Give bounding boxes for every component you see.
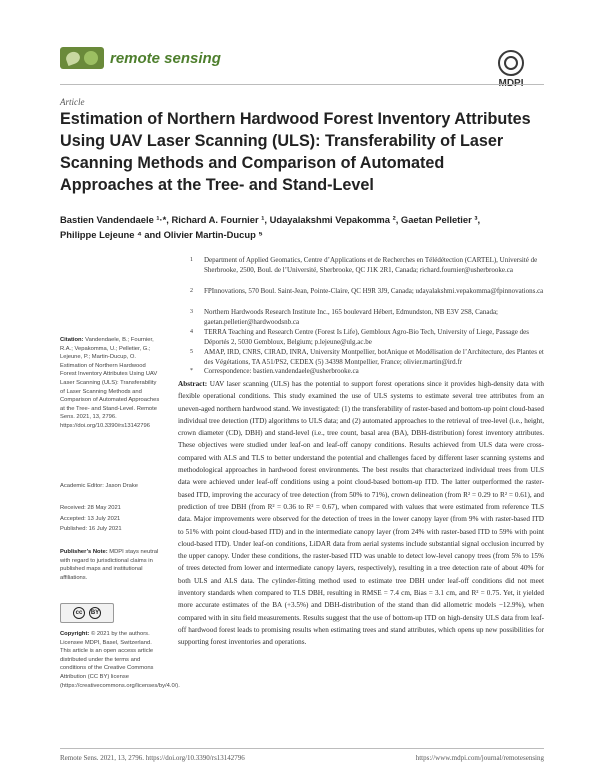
publisher-note: [60, 548, 162, 582]
cc-icon: cc: [73, 607, 85, 619]
cc-license-badge[interactable]: [60, 603, 114, 623]
citation-text[interactable]: Vandendaele, B.; Fournier, R.A.; Vepakomma, U.; Pelletier, G.; Lejeune, P.; Martin-Ducup, O. Estimation of Northern Hardwood Forest Inventory Attributes Using UAV Laser Scanning (ULS): Transferability of Laser Scanning Methods and Comparison of Automated Approaches at the Tree- and Stand-Level. Remote Sens. 2021, 13, 2796. https://doi.org/10.3390/rs13142796: [60, 337, 160, 429]
journal-name: remote sensing: [110, 49, 221, 67]
affiliation-text: Northern Hardwoods Research Institute Inc., 165 boulevard Hébert, Edmundston, NB E3V 2S8, Canada; gaetan.pelletier@hardwoodsnb.ca: [204, 308, 499, 327]
affiliation-number: 2: [190, 288, 193, 294]
affiliation-4: [190, 327, 544, 347]
affiliation-number: 5: [190, 349, 193, 355]
affiliation-text: TERRA Teaching and Research Centre (Forest Is Life), Gembloux Agro-Bio Tech, University of Liege, Passage des Déportés 2, 5030 Gembloux, Belgium; p.lejeune@ulg.ac.be: [204, 328, 529, 347]
mdpi-logo-icon: [498, 50, 524, 76]
affiliation-number: 4: [190, 329, 193, 335]
academic-editor: [60, 482, 162, 491]
abstract-label: Abstract:: [178, 380, 208, 388]
footer-divider: [60, 748, 544, 749]
page-footer: [60, 754, 544, 762]
abstract: [178, 378, 544, 649]
citation-block: [60, 336, 162, 431]
accepted-date: Accepted: 13 July 2021: [60, 515, 121, 522]
footer-journal-url[interactable]: https://www.mdpi.com/journal/remotesensing: [415, 754, 544, 762]
affiliation-text: FPInnovations, 570 Boul. Saint-Jean, Pointe-Claire, QC H9R 3J9, Canada; udayalakshmi.vepakomma@fpinnovations.ca: [204, 287, 544, 295]
citation-label: Citation:: [60, 337, 84, 343]
publisher-note-text: MDPI stays neutral with regard to jurisdictional claims in published maps and institutional affiliations.: [60, 549, 159, 581]
editor-label: Academic Editor:: [60, 483, 104, 489]
affiliation-number: 3: [190, 309, 193, 315]
authors-line-1: Bastien Vandendaele ¹·*, Richard A. Fournier ¹, Udayalakshmi Vepakomma ², Gaetan Pelletier ³,: [60, 214, 481, 225]
affiliation-text: Department of Applied Geomatics, Centre d’Applications et de Recherches en Télédétection (CARTEL), Université de Sherbrooke, 2500, Boul. de l’Université, Sherbrooke, QC J1K 2R1, Canada; richard.fournier@usherbrooke.ca: [204, 256, 538, 275]
by-attribution-icon: BY: [89, 607, 101, 619]
editor-name: Jason Drake: [105, 483, 138, 489]
published-date: Published: 16 July 2021: [60, 526, 122, 533]
dates-block: [60, 504, 162, 534]
copyright-text[interactable]: © 2021 by the authors. Licensee MDPI, Basel, Switzerland. This article is an open access article distributed under the terms and conditions of the Creative Commons Attribution (CC BY) license (https://creativecommons.org/licenses/by/4.0/).: [60, 631, 180, 689]
affiliation-2: [190, 286, 544, 296]
author-list: [60, 212, 540, 242]
journal-leaf-icon: [60, 47, 104, 69]
correspondence-mark: *: [190, 368, 193, 374]
article-title: Estimation of Northern Hardwood Forest Inventory Attributes Using UAV Laser Scanning (ULS): Transferability of Laser Scanning Methods and Comparison of Automated Approaches at the Tree- and Stand-Level: [60, 110, 531, 194]
affiliation-5: [190, 347, 544, 367]
correspondence-text[interactable]: Correspondence: bastien.vandendaele@usherbrooke.ca: [204, 367, 359, 375]
affiliation-3: [190, 307, 544, 327]
copyright-label: Copyright:: [60, 631, 90, 637]
authors-line-2: Philippe Lejeune ⁴ and Olivier Martin-Ducup ⁵: [60, 229, 263, 240]
article-type: Article: [60, 97, 85, 107]
received-date: Received: 28 May 2021: [60, 505, 121, 511]
affiliation-number: 1: [190, 257, 193, 263]
abstract-text: UAV laser scanning (ULS) has the potential to support forest operations since it provides high-density data with flexible operational conditions. This study examined the use of ULS systems to estimate several tree attributes from an uneven-aged northern hardwood stand. We investigated: (1) the transferability of raster-based and bottom-up point cloud-based individual tree detection (ITD) algorithms to ULS data; and (2) automated approaches to the retrieval of tree-level (i.e., height, crown diameter (CD), DBH) and stand-level (i.e., tree count, basal area (BA), DBH-distribution) forest inventory attributes. These objectives were studied under leaf-on and leaf-off canopy conditions. Results achieved from ULS data were cross-compared with ALS and TLS to better understand the potential and challenges faced by different laser scanning systems and methodological approaches in hardwood forest environments. The best results that characterized individual trees from ULS data were achieved under leaf-off conditions using a point cloud-based bottom-up ITD. The latter outperformed the raster-based ITD, improving the accuracy of tree detection (from 50% to 71%), crown delineation (from R² = 0.29 to R² = 0.61), and prediction of tree DBH (from R² = 0.36 to R² = 0.67), when compared with values that were estimated from reference TLS data. Major improvements were observed for the detection of trees in the lower canopy layer (from 9% with raster-based ITD to 51% with point cloud-based ITD) and in the intermediate canopy layer (from 24% with raster-based ITD to 59% with point cloud-based ITD). Under leaf-on conditions, LiDAR data from aerial systems include substantial signal occlusion incurred by the upper canopy. Under these conditions, the raster-based ITD was unable to detect low-level canopy trees (from 5% to 15% of trees detected from lower and intermediate canopy layers, respectively), resulting in a tree detection rate of about 40% for both ULS and ALS data. The cylinder-fitting method used to estimate tree DBH under leaf-off conditions did not meet inventory standards when compared to TLS DBH, resulting in RMSE = 7.4 cm, Bias = 3.1 cm, and R² = 0.75. Yet, it yielded more accurate estimates of the BA (+3.5%) and DBH-distribution of the stand than did allometric models −12.9%), when compared with in situ field measurements. Results suggest that the use of bottom-up ITD on high-density ULS data from leaf-off hardwood forest leads to promising results when estimating trees and stand attributes, which opens up new possibilities for supporting forest inventories and operations.: [178, 380, 544, 647]
footer-citation[interactable]: Remote Sens. 2021, 13, 2796. https://doi.org/10.3390/rs13142796: [60, 754, 245, 762]
copyright-block: [60, 630, 180, 690]
header-divider: [60, 84, 544, 85]
journal-logo[interactable]: [60, 46, 270, 70]
affiliation-1: [190, 255, 544, 275]
correspondence: [190, 366, 544, 376]
publisher-note-label: Publisher’s Note:: [60, 549, 108, 555]
affiliation-text: AMAP, IRD, CNRS, CIRAD, INRA, University Montpellier, botAnique et Modélisation de l’Architecture, des Plantes et des Végétations, TA A51/PS2, CEDEX (5) 34398 Montpellier, France; olivier.martin@ird.fr: [204, 348, 544, 367]
